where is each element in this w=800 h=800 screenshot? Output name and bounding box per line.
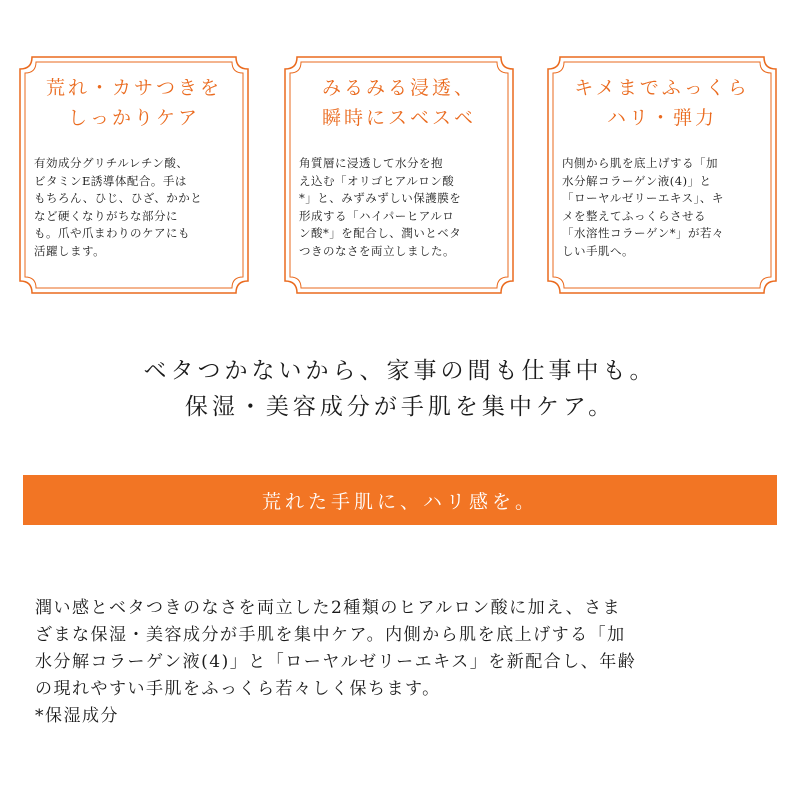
card-body: 有効成分グリチルレチン酸、 ビタミンE誘導体配合。手は もちろん、ひじ、ひざ、かかと など硬くなりがちな部分に も。爪や爪まわりのケアにも 活躍します。 xyxy=(34,156,203,258)
tagline-line-1: ベタつかないから、家事の間も仕事中も。 xyxy=(143,358,657,384)
headline-banner xyxy=(23,475,777,525)
card-title: キメまでふっくら ハリ・弾力 xyxy=(574,77,750,129)
card-body: 角質層に浸透して水分を抱 え込む「オリゴヒアルロン酸 *」と、みずみずしい保護膜を 形成する「ハイパーヒアルロ ン酸*」を配合し、潤いとベタ つきのなさを両立しました。 xyxy=(299,156,462,258)
feature-card-roughness xyxy=(18,55,250,295)
banner-text: 荒れた手肌に、ハリ感を。 xyxy=(261,490,538,513)
card-body: 内側から肌を底上げする「加 水分解コラーゲン液(4)」と 「ローヤルゼリーエキス」、キ メを整えてふっくらさせる 「水溶性コラーゲン*」が若々 しい手肌へ。 xyxy=(562,156,725,258)
feature-card-firmness xyxy=(546,55,778,295)
card-title: みるみる浸透、 瞬時にスベスベ xyxy=(321,77,476,129)
tagline-line-2: 保湿・美容成分が手肌を集中ケア。 xyxy=(184,394,616,420)
feature-card-penetration xyxy=(283,55,515,295)
card-title: 荒れ・カサつきを しっかりケア xyxy=(45,77,222,129)
product-description: 潤い感とベタつきのなさを両立した2種類のヒアルロン酸に加え、さま ざまな保湿・美容成分が手肌を集中ケア。内側から肌を底上げする「加 水分解コラーゲン液(4)」と「ローヤルゼリーエキス」を新配合し、年齢 の現れやすい手肌をふっくら若々しく保ちます。 *保湿成分 xyxy=(35,598,637,726)
